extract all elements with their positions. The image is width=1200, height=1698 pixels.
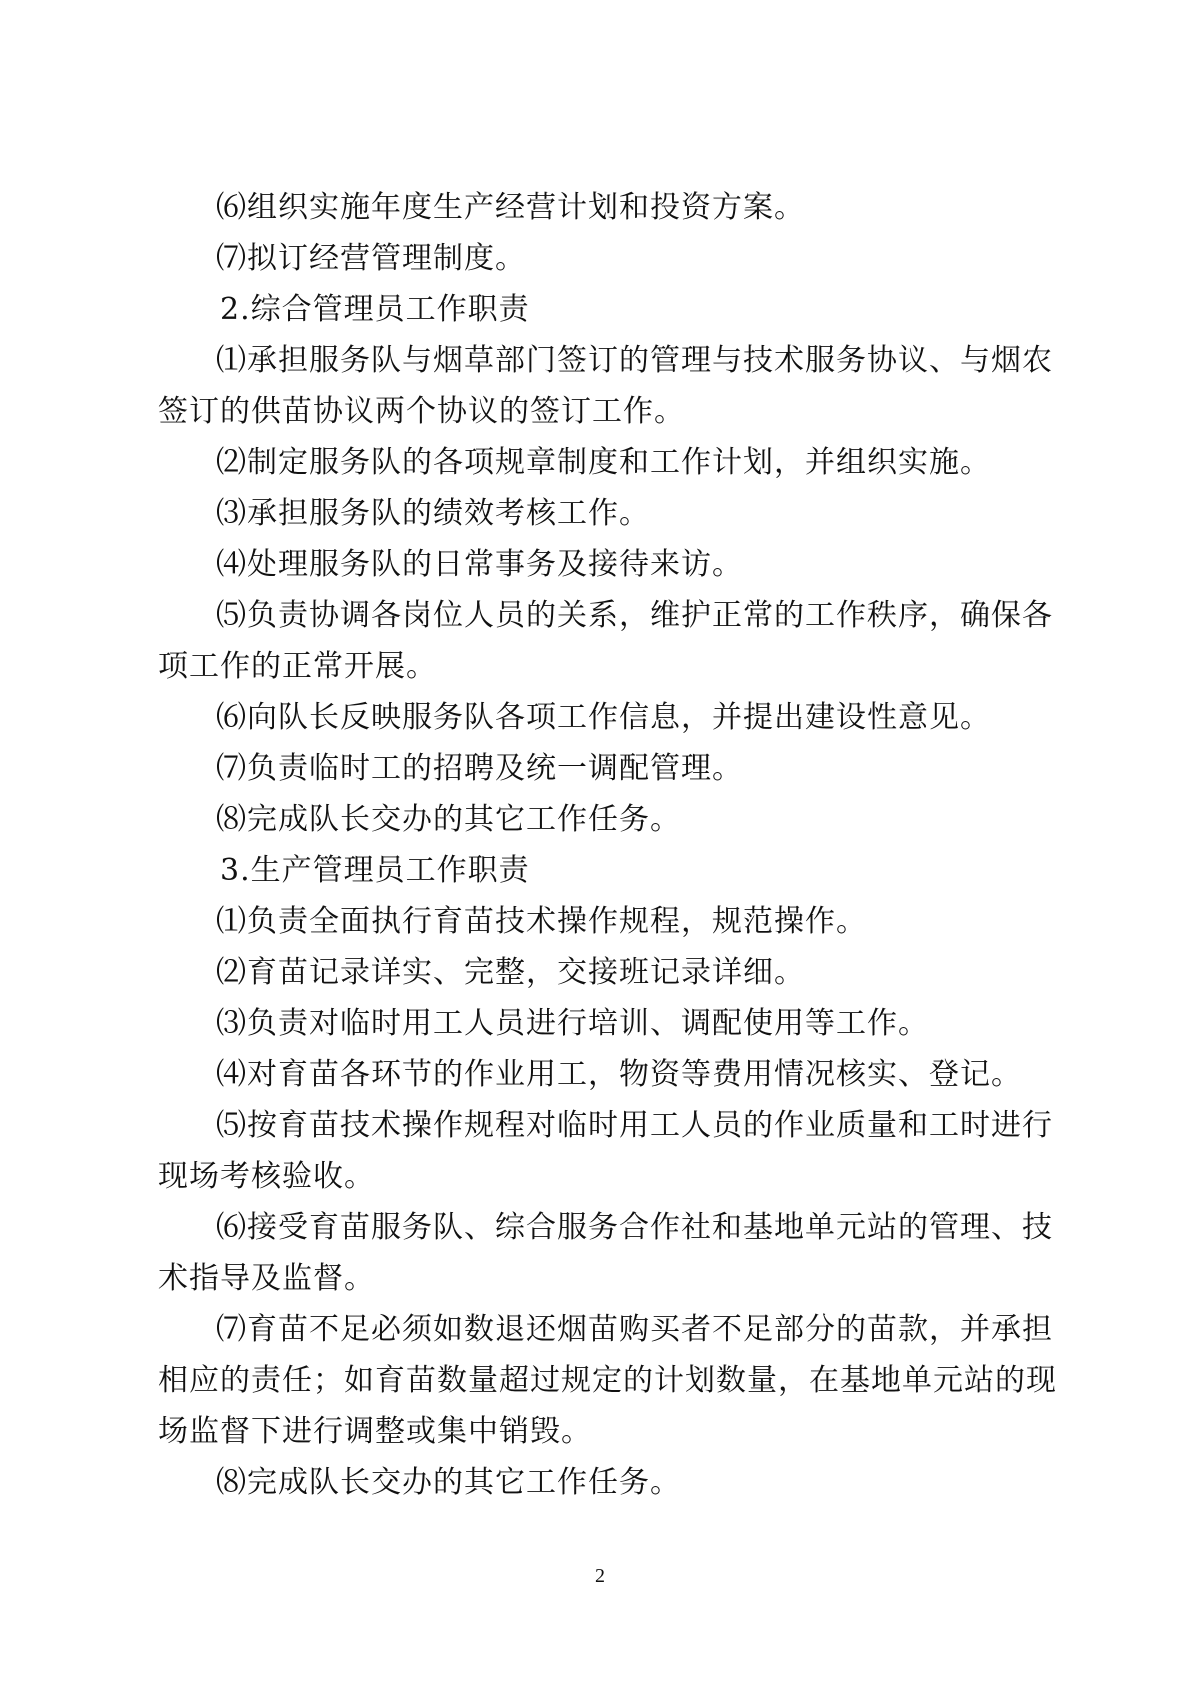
list-item: ⑴承担服务队与烟草部门签订的管理与技术服务协议、与烟农签订的供苗协议两个协议的签订工作。 xyxy=(158,343,1053,429)
list-item: ⑺拟订经营管理制度。 xyxy=(216,241,526,276)
section-heading: 2.综合管理员工作职责 xyxy=(220,292,530,327)
list-item: ⑺育苗不足必须如数退还烟苗购买者不足部分的苗款，并承担相应的责任；如育苗数量超过规定的计划数量，在基地单元站的现场监督下进行调整或集中销毁。 xyxy=(158,1312,1057,1449)
list-item: ⑴负责全面执行育苗技术操作规程，规范操作。 xyxy=(216,904,867,939)
list-item: ⑶承担服务队的绩效考核工作。 xyxy=(216,496,650,531)
page-body xyxy=(158,182,1058,1508)
list-item: ⑹组织实施年度生产经营计划和投资方案。 xyxy=(216,190,805,225)
list-item: ⑷对育苗各环节的作业用工，物资等费用情况核实、登记。 xyxy=(216,1057,1022,1092)
list-item: ⑷处理服务队的日常事务及接待来访。 xyxy=(216,547,743,582)
list-item: ⑵制定服务队的各项规章制度和工作计划，并组织实施。 xyxy=(216,445,991,480)
list-item: ⑻完成队长交办的其它工作任务。 xyxy=(216,1465,681,1500)
list-item: ⑸按育苗技术操作规程对临时用工人员的作业质量和工时进行现场考核验收。 xyxy=(158,1108,1053,1194)
list-item: ⑹接受育苗服务队、综合服务合作社和基地单元站的管理、技术指导及监督。 xyxy=(158,1210,1053,1296)
page-number: 2 xyxy=(595,1565,605,1587)
list-item: ⑹向队长反映服务队各项工作信息，并提出建设性意见。 xyxy=(216,700,991,735)
list-item: ⑸负责协调各岗位人员的关系，维护正常的工作秩序，确保各项工作的正常开展。 xyxy=(158,598,1053,684)
list-item: ⑵育苗记录详实、完整，交接班记录详细。 xyxy=(216,955,805,990)
list-item: ⑺负责临时工的招聘及统一调配管理。 xyxy=(216,751,743,786)
list-item: ⑶负责对临时用工人员进行培训、调配使用等工作。 xyxy=(216,1006,929,1041)
list-item: ⑻完成队长交办的其它工作任务。 xyxy=(216,802,681,837)
section-heading: 3.生产管理员工作职责 xyxy=(220,853,530,888)
